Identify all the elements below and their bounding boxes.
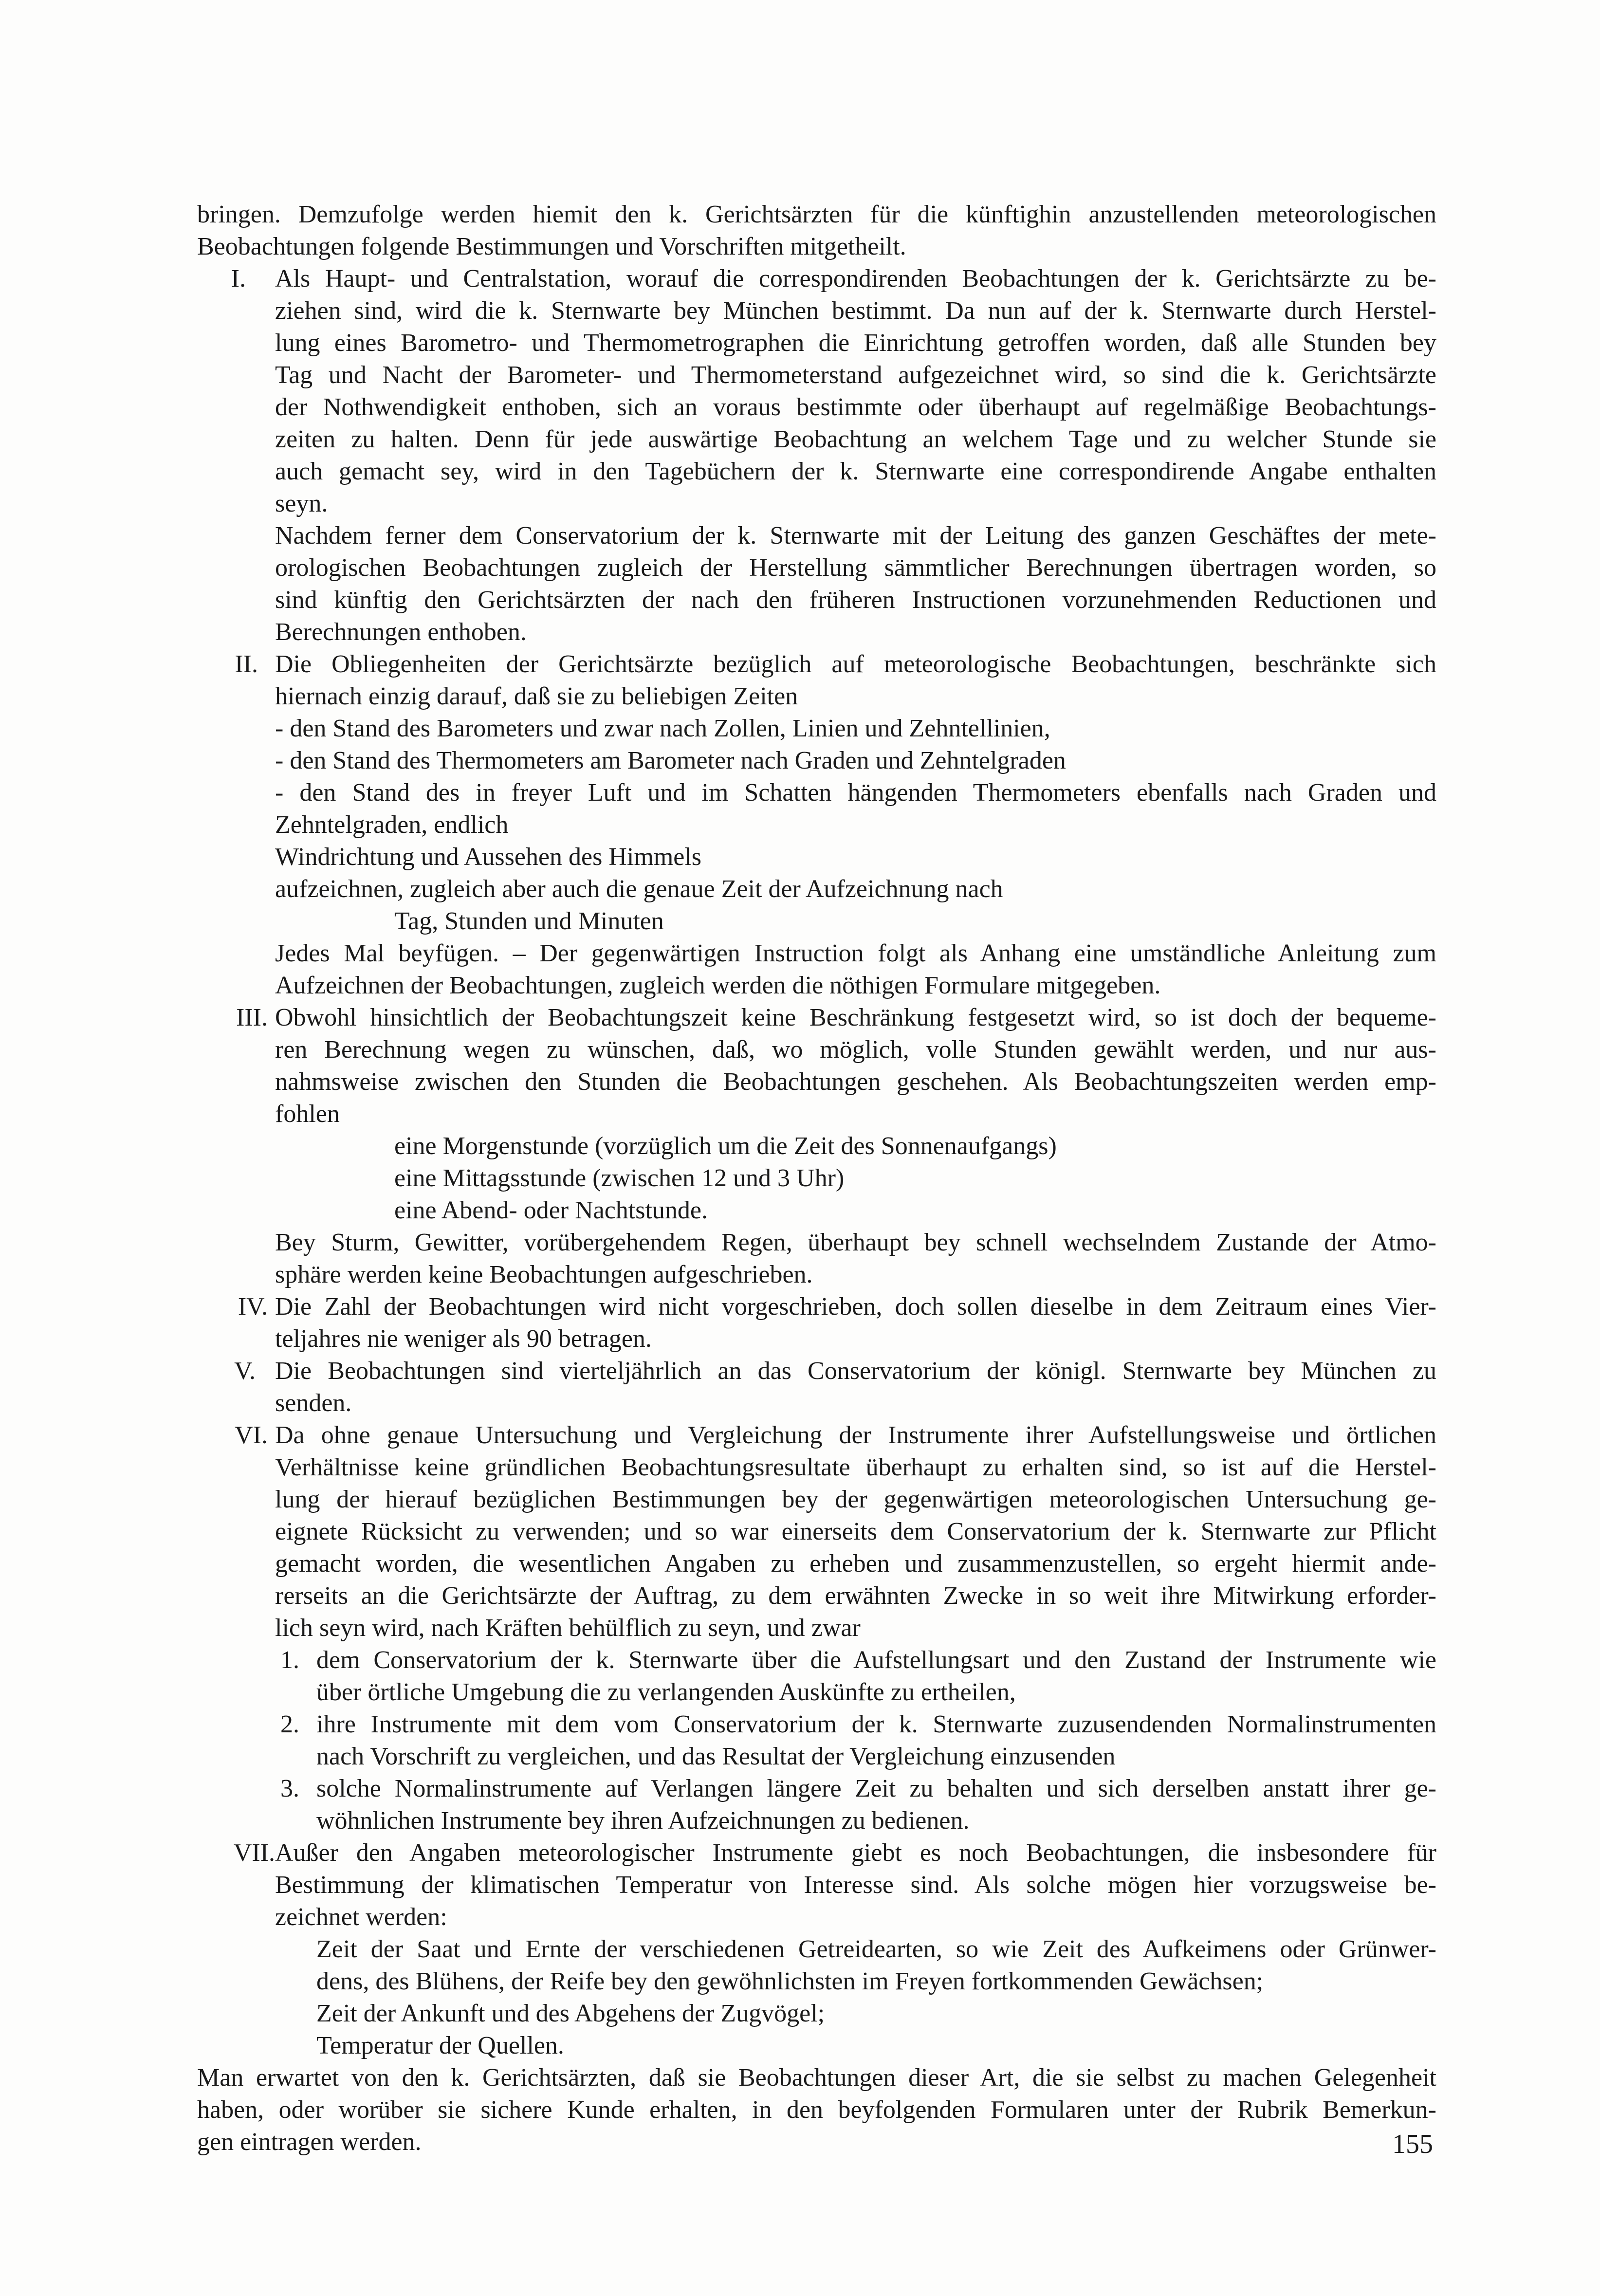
text-line: auch gemacht sey, wird in den Tagebüchern der k. Sternwarte eine correspondirende Angabe enthalten bbox=[275, 458, 1436, 485]
text-line: nach Vorschrift zu vergleichen, und das Resultat der Vergleichung einzusenden bbox=[316, 1743, 1116, 1770]
text-line: sind künftig den Gerichtsärzten der nach den früheren Instructionen vorzunehmenden Reductionen und bbox=[275, 586, 1436, 614]
section-numeral: VII. bbox=[233, 1839, 275, 1867]
text-line: Obwohl hinsichtlich der Beobachtungszeit keine Beschränkung festgesetzt wird, so ist doch der bequeme- bbox=[275, 1004, 1436, 1031]
item-number: 1. bbox=[280, 1646, 299, 1674]
text-line: nahmsweise zwischen den Stunden die Beobachtungen geschehen. Als Beobachtungszeiten werden emp- bbox=[275, 1068, 1436, 1096]
text-line: - den Stand des Barometers und zwar nach Zollen, Linien und Zehntellinien, bbox=[275, 715, 1050, 742]
text-line: bringen. Demzufolge werden hiemit den k. Gerichtsärzten für die künftighin anzustellenden meteorologischen bbox=[197, 201, 1436, 228]
text-line: solche Normalinstrumente auf Verlangen längere Zeit zu behalten und sich derselben anstatt ihrer ge- bbox=[316, 1775, 1436, 1802]
text-line: Die Beobachtungen sind vierteljährlich an das Conservatorium der königl. Sternwarte bey München zu bbox=[275, 1357, 1436, 1385]
text-line: ren Berechnung wegen zu wünschen, daß, wo möglich, volle Stunden gewählt werden, und nur aus- bbox=[275, 1036, 1436, 1064]
text-line: gen eintragen werden. bbox=[197, 2128, 422, 2156]
text-line: Aufzeichnen der Beobachtungen, zugleich werden die nöthigen Formulare mitgegeben. bbox=[275, 972, 1161, 999]
section-numeral: III. bbox=[236, 1004, 268, 1031]
text-line: rerseits an die Gerichtsärzte der Auftrag, zu dem erwähnten Zwecke in so weit ihre Mitwirkung erforder- bbox=[275, 1582, 1436, 1610]
text-line: eine Mittagsstunde (zwischen 12 und 3 Uhr) bbox=[394, 1164, 845, 1192]
text-line: Zehntelgraden, endlich bbox=[275, 811, 509, 839]
text-line: - den Stand des in freyer Luft und im Schatten hängenden Thermometers ebenfalls nach Graden und bbox=[275, 779, 1436, 807]
text-line: der Nothwendigkeit enthoben, sich an voraus bestimmte oder überhaupt auf regelmäßige Beobachtungs- bbox=[275, 393, 1436, 421]
text-line: lung der hierauf bezüglichen Bestimmungen bey der gegenwärtigen meteorologischen Untersuchung ge- bbox=[275, 1486, 1436, 1513]
section-numeral: VI. bbox=[235, 1421, 268, 1449]
text-line: Nachdem ferner dem Conservatorium der k. Sternwarte mit der Leitung des ganzen Geschäftes der mete- bbox=[275, 522, 1436, 550]
text-line: eignete Rücksicht zu verwenden; und so war einerseits dem Conservatorium der k. Sternwarte zur Pflicht bbox=[275, 1518, 1436, 1545]
item-number: 2. bbox=[280, 1710, 299, 1738]
text-line: Temperatur der Quellen. bbox=[316, 2032, 564, 2059]
text-line: zeichnet werden: bbox=[275, 1903, 447, 1931]
text-line: - den Stand des Thermometers am Barometer nach Graden und Zehntelgraden bbox=[275, 747, 1066, 774]
text-line: orologischen Beobachtungen zugleich der Herstellung sämmtlicher Berechnungen übertragen worden, so bbox=[275, 554, 1436, 582]
item-number: 3. bbox=[280, 1775, 299, 1802]
text-line: Die Obliegenheiten der Gerichtsärzte bezüglich auf meteorologische Beobachtungen, beschränkte sich bbox=[275, 650, 1436, 678]
text-line: Berechnungen enthoben. bbox=[275, 618, 527, 646]
text-line: lung eines Barometro- und Thermometrographen die Einrichtung getroffen worden, daß alle Stunden bey bbox=[275, 329, 1436, 357]
page-number: 155 bbox=[1392, 2129, 1433, 2159]
text-line: Tag, Stunden und Minuten bbox=[394, 907, 664, 935]
text-line: fohlen bbox=[275, 1100, 340, 1128]
text-line: seyn. bbox=[275, 490, 328, 517]
text-line: sphäre werden keine Beobachtungen aufgeschrieben. bbox=[275, 1261, 813, 1288]
text-line: Außer den Angaben meteorologischer Instrumente giebt es noch Beobachtungen, die insbesondere für bbox=[275, 1839, 1436, 1867]
text-line: aufzeichnen, zugleich aber auch die genaue Zeit der Aufzeichnung nach bbox=[275, 875, 1003, 903]
text-line: ziehen sind, wird die k. Sternwarte bey München bestimmt. Da nun auf der k. Sternwarte durch Herstel- bbox=[275, 297, 1436, 325]
text-line: über örtliche Umgebung die zu verlangenden Auskünfte zu ertheilen, bbox=[316, 1678, 1016, 1706]
text-line: zeiten zu halten. Denn für jede auswärtige Beobachtung an welchem Tage und zu welcher Stunde sie bbox=[275, 425, 1436, 453]
text-line: hiernach einzig darauf, daß sie zu beliebigen Zeiten bbox=[275, 682, 798, 710]
section-numeral: IV. bbox=[238, 1293, 268, 1321]
text-line: Die Zahl der Beobachtungen wird nicht vorgeschrieben, doch sollen dieselbe in dem Zeitraum eines Vier- bbox=[275, 1293, 1436, 1321]
text-line: gemacht worden, die wesentlichen Angaben zu erheben und zusammenzustellen, so ergeht hiermit ande- bbox=[275, 1550, 1436, 1578]
text-line: Man erwartet von den k. Gerichtsärzten, daß sie Beobachtungen dieser Art, die sie selbst zu machen Gelegenheit bbox=[197, 2064, 1436, 2092]
text-line: ihre Instrumente mit dem vom Conservatorium der k. Sternwarte zuzusendenden Normalinstrumenten bbox=[316, 1710, 1436, 1738]
text-line: dens, des Blühens, der Reife bey den gewöhnlichsten im Freyen fortkommenden Gewächsen; bbox=[316, 1967, 1264, 1995]
text-line: haben, oder worüber sie sichere Kunde erhalten, in den beyfolgenden Formularen unter der Rubrik Bemerkun- bbox=[197, 2096, 1436, 2124]
text-line: lich seyn wird, nach Kräften behülflich zu seyn, und zwar bbox=[275, 1614, 861, 1642]
text-line: dem Conservatorium der k. Sternwarte über die Aufstellungsart und den Zustand der Instrumente wie bbox=[316, 1646, 1436, 1674]
text-line: Verhältnisse keine gründlichen Beobachtungsresultate überhaupt zu erhalten sind, so ist auf die Herstel- bbox=[275, 1453, 1436, 1481]
text-line: eine Morgenstunde (vorzüglich um die Zeit des Sonnenaufgangs) bbox=[394, 1132, 1057, 1160]
text-line: wöhnlichen Instrumente bey ihren Aufzeichnungen zu bedienen. bbox=[316, 1807, 970, 1835]
text-line: Beobachtungen folgende Bestimmungen und Vorschriften mitgetheilt. bbox=[197, 233, 906, 260]
text-line: eine Abend- oder Nachtstunde. bbox=[394, 1196, 708, 1224]
text-line: Zeit der Saat und Ernte der verschiedenen Getreidearten, so wie Zeit des Aufkeimens oder Grünwer- bbox=[316, 1935, 1436, 1963]
text-line: Zeit der Ankunft und des Abgehens der Zugvögel; bbox=[316, 2000, 825, 2027]
section-numeral: I. bbox=[231, 265, 246, 293]
section-numeral: V. bbox=[234, 1357, 256, 1385]
text-line: Jedes Mal beyfügen. – Der gegenwärtigen Instruction folgt als Anhang eine umständliche Anleitung zum bbox=[275, 939, 1436, 967]
text-line: Tag und Nacht der Barometer- und Thermometerstand aufgezeichnet wird, so sind die k. Gerichtsärzte bbox=[275, 361, 1436, 389]
text-line: senden. bbox=[275, 1389, 352, 1417]
text-line: Windrichtung und Aussehen des Himmels bbox=[275, 843, 702, 871]
text-line: Bestimmung der klimatischen Temperatur von Interesse sind. Als solche mögen hier vorzugsweise be- bbox=[275, 1871, 1436, 1899]
section-numeral: II. bbox=[235, 650, 258, 678]
text-line: Bey Sturm, Gewitter, vorübergehendem Regen, überhaupt bey schnell wechselndem Zustande der Atmo- bbox=[275, 1229, 1436, 1256]
text-line: Als Haupt- und Centralstation, worauf die correspondirenden Beobachtungen der k. Gerichtsärzte zu be- bbox=[275, 265, 1436, 293]
text-line: teljahres nie weniger als 90 betragen. bbox=[275, 1325, 652, 1353]
text-line: Da ohne genaue Untersuchung und Vergleichung der Instrumente ihrer Aufstellungsweise und örtlichen bbox=[275, 1421, 1436, 1449]
